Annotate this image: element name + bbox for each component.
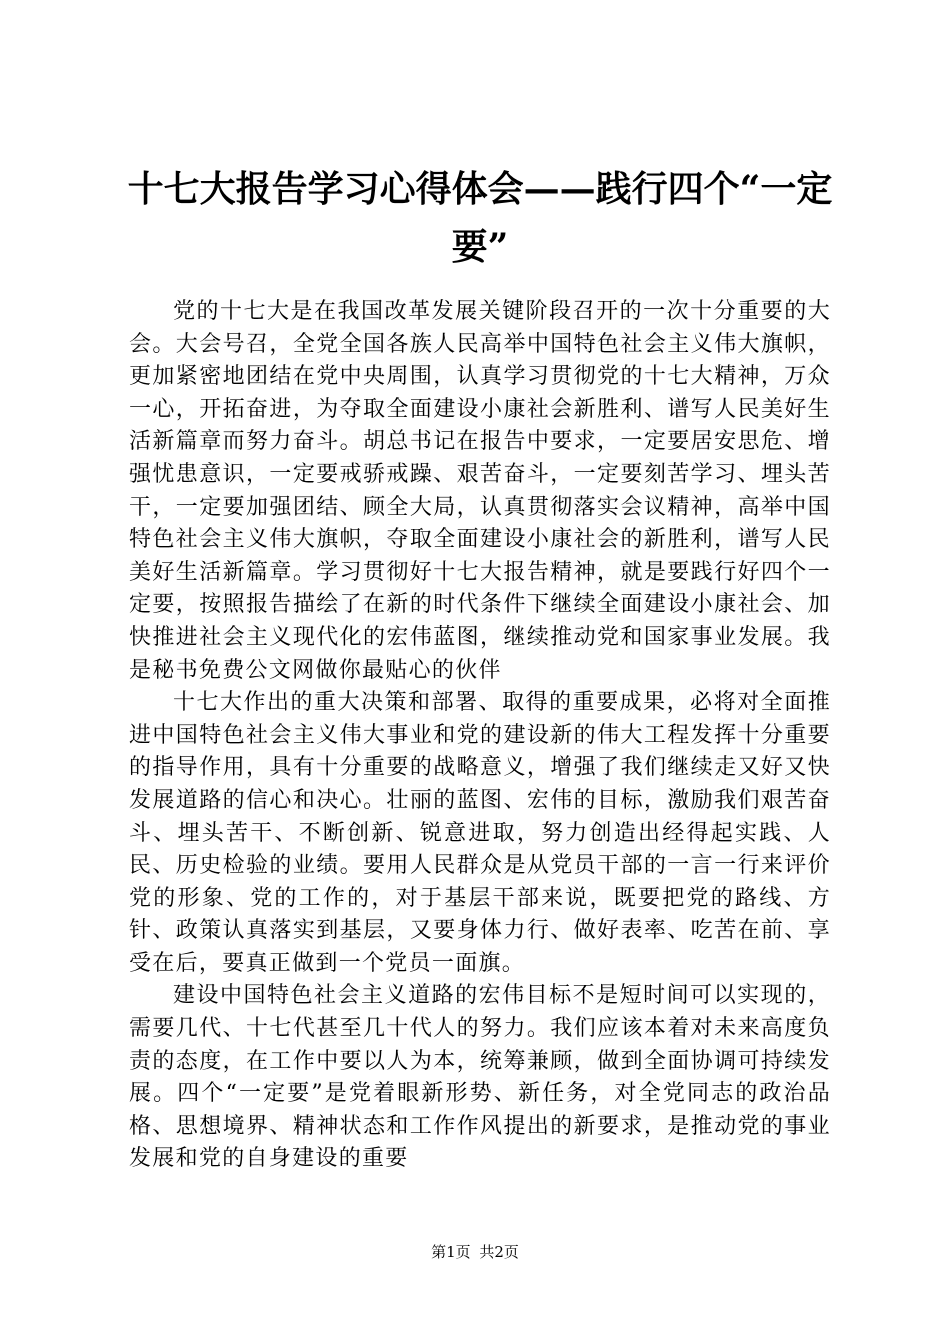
- page-number: 第1页: [431, 1243, 471, 1261]
- paragraph: 党的十七大是在我国改革发展关键阶段召开的一次十分重要的大会。大会号召，全党全国各族人民高举中国特色社会主义伟大旗帜，更加紧密地团结在党中央周围，认真学习贯彻党的十七大精神，万众一心，开拓奋进，为夺取全面建设小康社会新胜利、谱写人民美好生活新篇章而努力奋斗。胡总书记在报告中要求，一定要居安思危、增强忧患意识，一定要戒骄戒躁、艰苦奋斗，一定要刻苦学习、埋头苦干，一定要加强团结、顾全大局，认真贯彻落实会议精神，高举中国特色社会主义伟大旗帜，夺取全面建设小康社会的新胜利，谱写人民美好生活新篇章。学习贯彻好十七大报告精神，就是要践行好四个一定要，按照报告描绘了在新的时代条件下继续全面建设小康社会、加快推进社会主义现代化的宏伟蓝图，继续推动党和国家事业发展。我是秘书免费公文网做你最贴心的伙伴: [129, 299, 831, 683]
- page-total: 共2页: [479, 1243, 519, 1261]
- document-body: [129, 296, 831, 1176]
- document-title: 十七大报告学习心得体会——践行四个“一定要”: [127, 168, 833, 268]
- page-footer: [0, 1242, 950, 1262]
- paragraph: 十七大作出的重大决策和部署、取得的重要成果，必将对全面推进中国特色社会主义伟大事业和党的建设新的伟大工程发挥十分重要的指导作用，具有十分重要的战略意义，增强了我们继续走又好又快发展道路的信心和决心。壮丽的蓝图、宏伟的目标，激励我们艰苦奋斗、埋头苦干、不断创新、锐意进取，努力创造出经得起实践、人民、历史检验的业绩。要用人民群众是从党员干部的一言一行来评价党的形象、党的工作的，对于基层干部来说，既要把党的路线、方针、政策认真落实到基层，又要身体力行、做好表率、吃苦在前、享受在后，要真正做到一个党员一面旗。: [129, 690, 831, 976]
- paragraph: 建设中国特色社会主义道路的宏伟目标不是短时间可以实现的，需要几代、十七代甚至几十代人的努力。我们应该本着对未来高度负责的态度，在工作中要以人为本，统筹兼顾，做到全面协调可持续发展。四个“一定要”是党着眼新形势、新任务，对全党同志的政治品格、思想境界、精神状态和工作作风提出的新要求，是推动党的事业发展和党的自身建设的重要: [129, 983, 831, 1172]
